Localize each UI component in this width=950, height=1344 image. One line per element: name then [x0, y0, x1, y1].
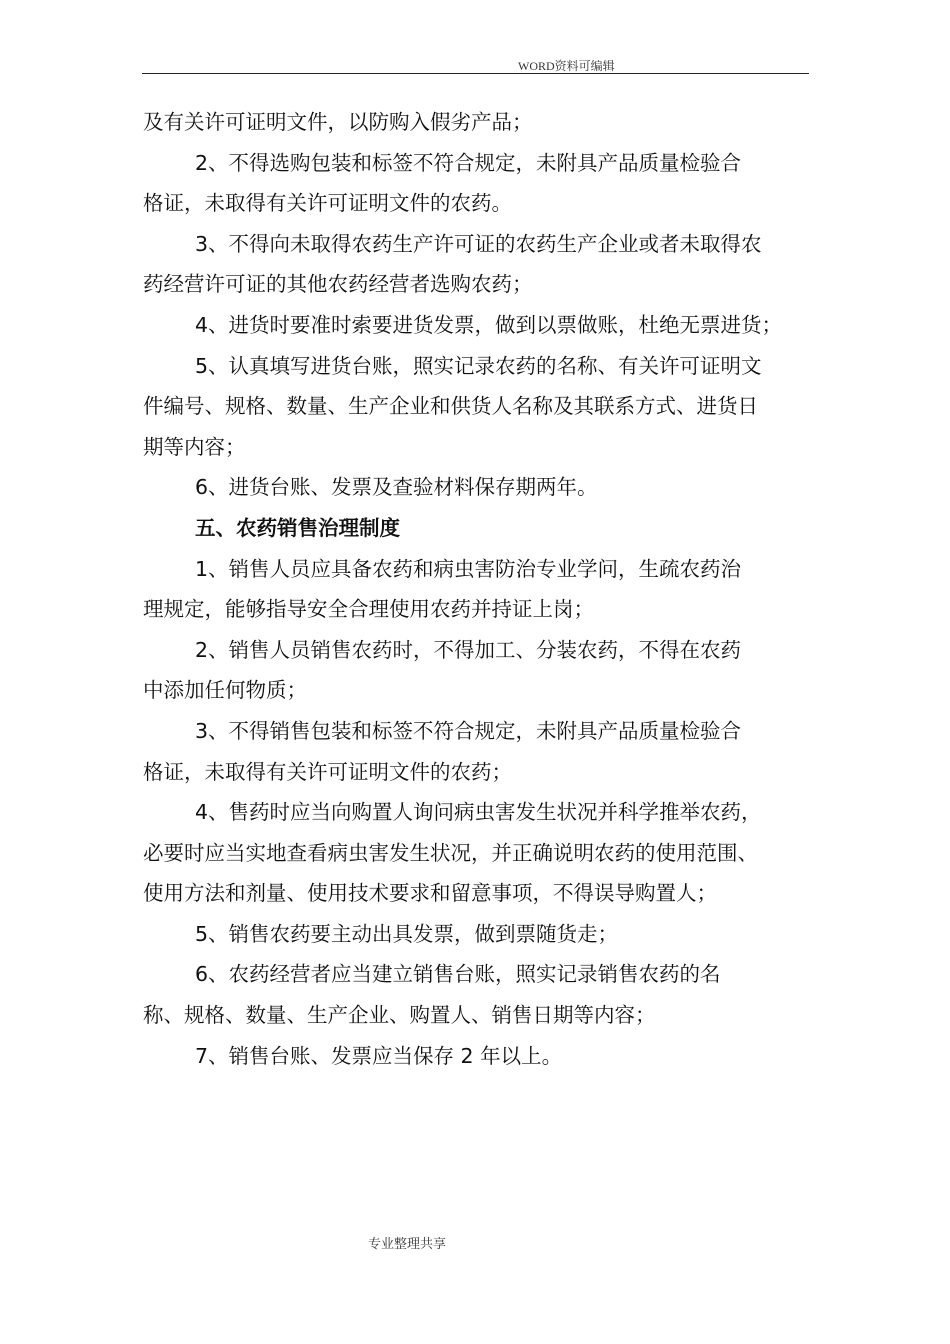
text-line — [143, 386, 833, 427]
line-text: 中添加任何物质； — [143, 678, 307, 703]
line-text: 药经营许可证的其他农药经营者选购农药； — [143, 272, 533, 297]
line-text: 5、认真填写进货台账，照实记录农药的名称、有关许可证明文 — [195, 353, 762, 378]
line-text: 3、不得向未取得农药生产许可证的农药生产企业或者未取得农 — [195, 231, 762, 256]
page-header — [142, 56, 809, 74]
text-line — [143, 792, 833, 833]
line-text: 1、销售人员应具备农药和病虫害防治专业学问，生疏农药治 — [195, 556, 742, 581]
line-text: 及有关许可证明文件，以防购入假劣产品； — [143, 110, 533, 134]
text-line — [143, 589, 833, 630]
text-line — [143, 630, 833, 671]
text-line — [143, 143, 833, 184]
text-line — [143, 995, 833, 1036]
text-line — [143, 224, 833, 265]
text-line — [143, 102, 833, 143]
line-text: 必要时应当实地查看病虫害发生状况，并正确说明农药的使用范围、 — [143, 840, 758, 865]
line-text: 7、销售台账、发票应当保存 2 年以上。 — [195, 1043, 563, 1068]
text-line — [143, 427, 833, 468]
line-text: 6、农药经营者应当建立销售台账，照实记录销售农药的名 — [195, 962, 721, 987]
line-text: 件编号、规格、数量、生产企业和供货人名称及其联系方式、进货日 — [143, 394, 758, 419]
line-text: 格证，未取得有关许可证明文件的农药。 — [143, 191, 512, 216]
text-line — [143, 711, 833, 752]
header-text: WORD资料可编辑 — [518, 59, 615, 73]
line-text: 6、进货台账、发票及查验材料保存期两年。 — [195, 475, 598, 500]
line-text: 称、规格、数量、生产企业、购置人、销售日期等内容； — [143, 1003, 656, 1028]
text-line — [143, 954, 833, 995]
section-heading — [143, 508, 833, 549]
line-text: 五、农药销售治理制度 — [195, 515, 400, 540]
line-text: 理规定，能够指导安全合理使用农药并持证上岗； — [143, 597, 594, 622]
text-line — [143, 670, 833, 711]
line-text: 4、进货时要准时索要进货发票，做到以票做账，杜绝无票进货； — [195, 312, 783, 337]
text-line — [143, 467, 833, 508]
line-text: 使用方法和剂量、使用技术要求和留意事项，不得误导购置人； — [143, 881, 717, 906]
line-text: 2、销售人员销售农药时，不得加工、分装农药，不得在农药 — [195, 637, 742, 662]
text-line — [143, 752, 833, 793]
line-text: 4、售药时应当向购置人询问病虫害发生状况并科学推举农药， — [195, 800, 762, 825]
page-footer: 专业整理共享 — [368, 1236, 447, 1251]
text-line — [143, 346, 833, 387]
text-line — [143, 549, 833, 590]
text-line — [143, 183, 833, 224]
text-line — [143, 1036, 833, 1077]
text-line — [143, 833, 833, 874]
line-text: 期等内容； — [143, 434, 246, 459]
line-text: 格证，未取得有关许可证明文件的农药； — [143, 759, 512, 784]
line-text: 2、不得选购包装和标签不符合规定，未附具产品质量检验合 — [195, 150, 742, 175]
text-line — [143, 264, 833, 305]
text-line — [143, 305, 833, 346]
text-line — [143, 873, 833, 914]
line-text: 3、不得销售包装和标签不符合规定，未附具产品质量检验合 — [195, 718, 742, 743]
document-body — [143, 102, 833, 1076]
text-line — [143, 914, 833, 955]
line-text: 5、销售农药要主动出具发票，做到票随货走； — [195, 921, 619, 946]
